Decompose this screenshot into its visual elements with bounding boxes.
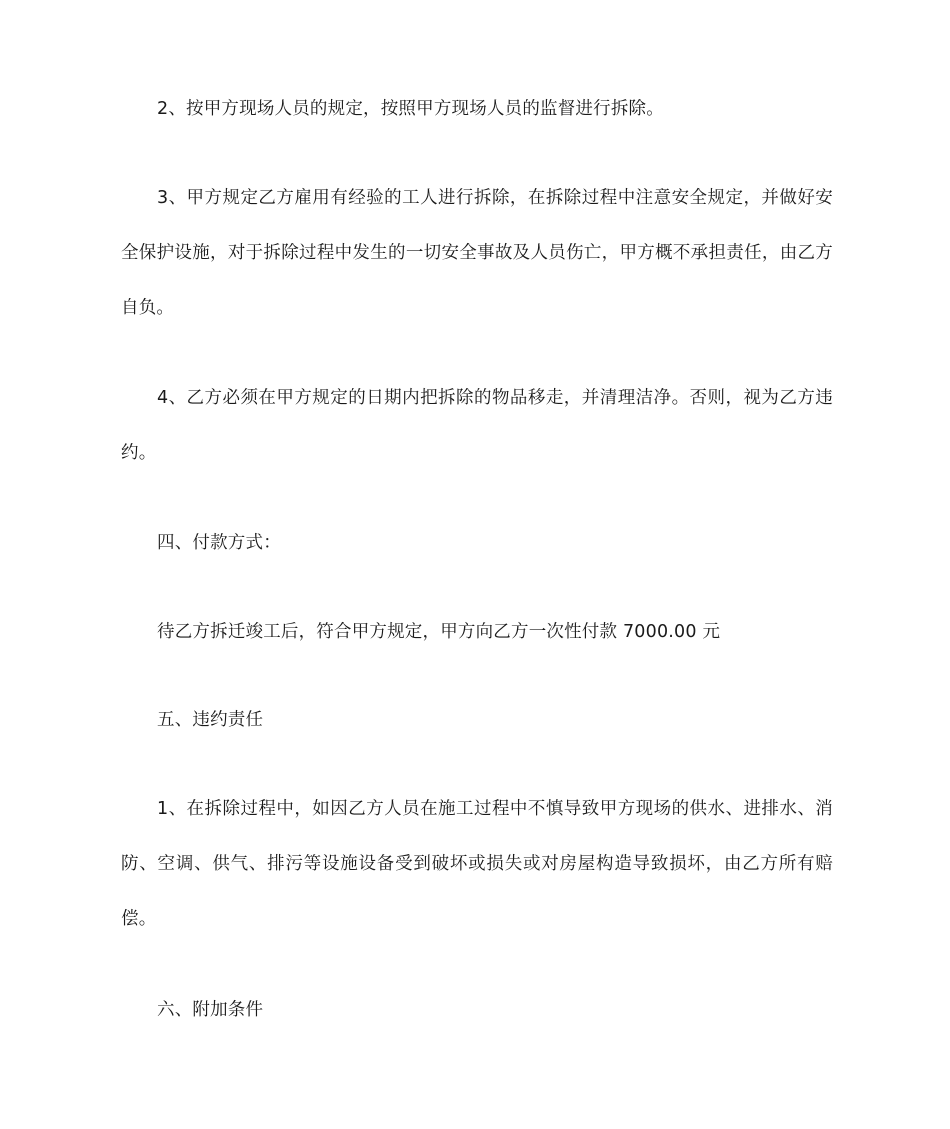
clause-2-demolition-supervision: 2、按甲方现场人员的规定，按照甲方现场人员的监督进行拆除。	[157, 99, 664, 119]
payment-terms: 待乙方拆迁竣工后，符合甲方规定，甲方向乙方一次性付款 7000.00 元	[157, 622, 721, 642]
section-heading-liability: 五、违约责任	[157, 710, 264, 730]
clause-3-safety-responsibility: 3、甲方规定乙方雇用有经验的工人进行拆除，在拆除过程中注意安全规定，并做好安全保护设施，对于拆除过程中发生的一切安全事故及人员伤亡，甲方概不承担责任，由乙方自负。	[121, 188, 833, 318]
section-heading-additional-conditions: 六、附加条件	[157, 1000, 264, 1020]
liability-clause-1: 1、在拆除过程中，如因乙方人员在施工过程中不慎导致甲方现场的供水、进排水、消防、空调、供气、排污等设施设备受到破坏或损失或对房屋构造导致损坏，由乙方所有赔偿。	[121, 799, 833, 929]
clause-4-item-removal: 4、乙方必须在甲方规定的日期内把拆除的物品移走，并清理洁净。否则，视为乙方违约。	[121, 388, 833, 463]
section-heading-payment: 四、付款方式：	[157, 533, 281, 553]
